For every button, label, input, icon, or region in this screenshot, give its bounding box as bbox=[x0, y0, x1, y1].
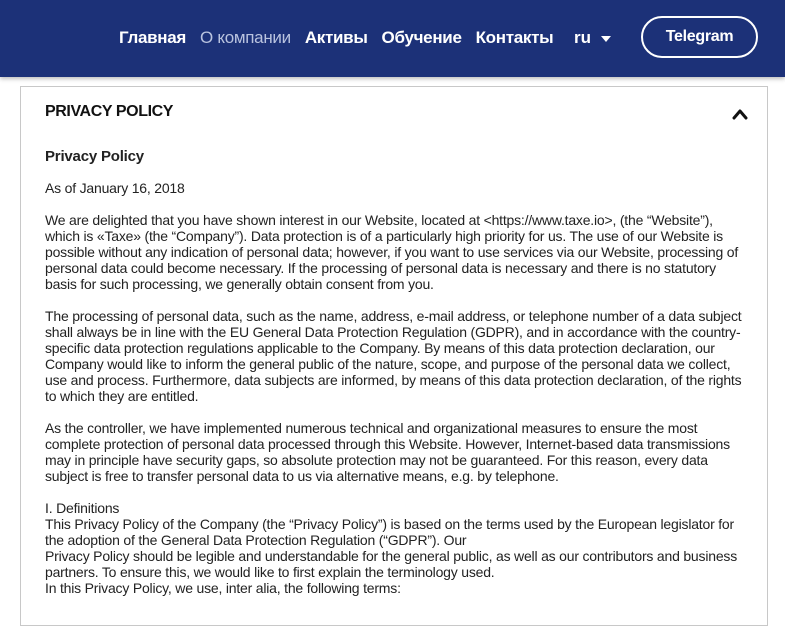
nav-home[interactable]: Главная bbox=[119, 28, 187, 47]
chevron-up-icon[interactable] bbox=[732, 108, 748, 120]
main-nav bbox=[119, 28, 553, 48]
language-selector[interactable] bbox=[574, 28, 611, 48]
panel-title[interactable]: PRIVACY POLICY bbox=[45, 103, 174, 120]
nav-education[interactable]: Обучение bbox=[381, 28, 462, 47]
policy-content bbox=[45, 149, 745, 596]
policy-date: As of January 16, 2018 bbox=[45, 180, 185, 196]
definitions-heading: I. Definitions bbox=[45, 500, 120, 516]
site-header bbox=[0, 0, 785, 77]
language-label: ru bbox=[574, 28, 591, 47]
nav-assets[interactable]: Активы bbox=[304, 28, 368, 47]
telegram-button[interactable]: Telegram bbox=[641, 16, 758, 58]
policy-paragraph: As the controller, we have implemented numerous technical and organizational measures to ensure the most complete protection of personal data processed through this Website. However, Internet-based data transmissions may in principle have security gaps, so absolute protection may not be guaranteed. For this reason, every data subject is free to transfer personal data to us via alternative means, e.g. by telephone. bbox=[45, 420, 730, 484]
policy-paragraph: The processing of personal data, such as the name, address, e-mail address, or telephone number of a data subject shall always be in line with the EU General Data Protection Regulation (GDPR), and in accordance with the country-specific data protection regulations applicable to the Company. By means of this data protection declaration, our Company would like to inform the general public of the nature, scope, and purpose of the personal data we collect, use and process. Furthermore, data subjects are informed, by means of this data protection declaration, of the rights to which they are entitled. bbox=[45, 308, 742, 404]
definitions-line: In this Privacy Policy, we use, inter alia, the following terms: bbox=[45, 580, 401, 596]
definitions-line: Privacy Policy should be legible and understandable for the general public, as well as our contributors and business partners. To ensure this, we would like to first explain the terminology used. bbox=[45, 548, 738, 580]
definitions-section bbox=[45, 500, 745, 596]
privacy-policy-panel bbox=[20, 86, 768, 626]
caret-down-icon bbox=[601, 36, 611, 42]
nav-contacts[interactable]: Контакты bbox=[475, 28, 554, 47]
policy-subtitle: Privacy Policy bbox=[45, 148, 144, 165]
nav-about[interactable]: О компании bbox=[200, 28, 291, 47]
policy-paragraph: We are delighted that you have shown interest in our Website, located at <https://www.taxe.io>, (the “Website”), which is «Taxe» (the “Company”). Data protection is of a particularly high priority for us. The use of our Website is possible without any indication of personal data; however, if you want to use services via our Website, processing of personal data could become necessary. If the processing of personal data is necessary and there is no statutory basis for such processing, we generally obtain consent from you. bbox=[45, 212, 739, 292]
definitions-line: This Privacy Policy of the Company (the “Privacy Policy”) is based on the terms used by the European legislator for the adoption of the General Data Protection Regulation (“GDPR”). Our bbox=[45, 516, 734, 548]
